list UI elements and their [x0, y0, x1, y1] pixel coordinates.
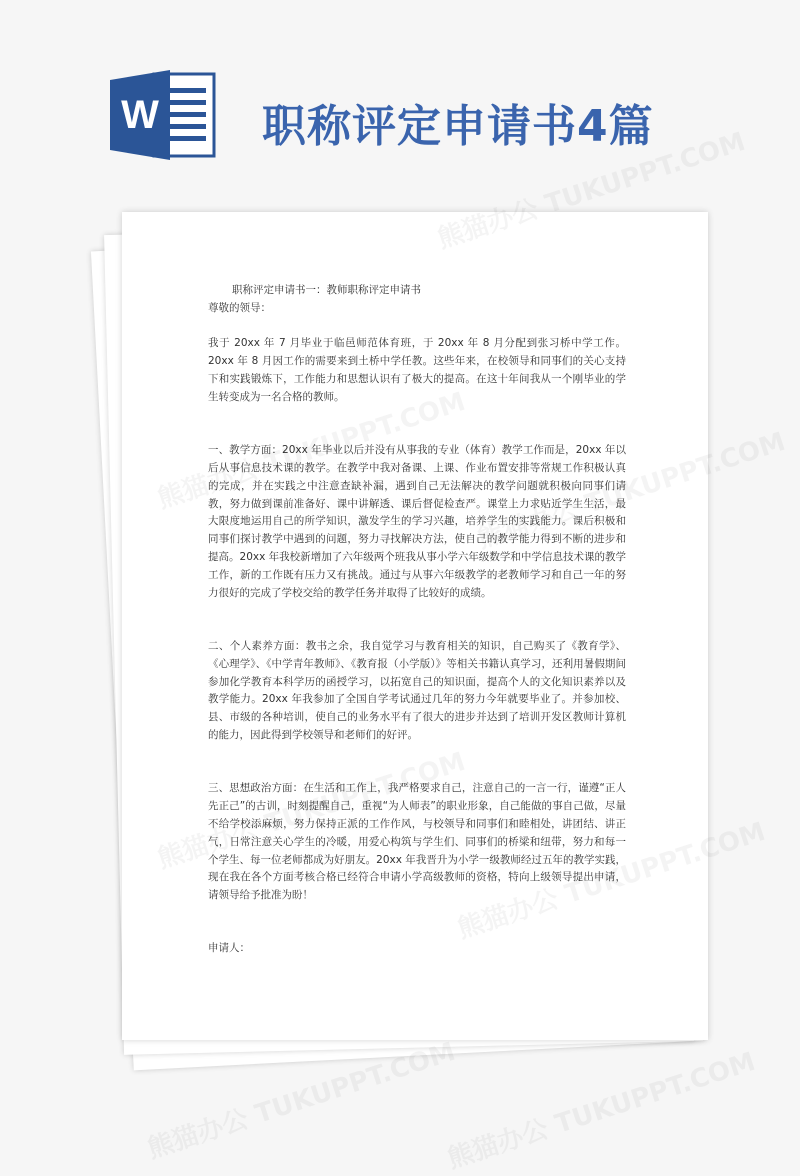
document-heading: 职称评定申请书一：教师职称评定申请书	[232, 284, 421, 296]
salutation: 尊敬的领导：	[208, 301, 271, 314]
paragraph-political: 三、思想政治方面：在生活和工作上，我严格要求自己，注意自己的一言一行，谨遵“正人先正己”的古训，时刻提醒自己，重视“为人师表”的职业形象，自己能做的事自己做，尽量不给学校添麻烦，努力保持正派的工作作风，与校领导和同事们和睦相处，讲团结、讲正气，日常注意关心学生的冷暖，用爱心构筑与学生们、同事们的桥梁和纽带，努力和每一个学生、每一位老师都成为好朋友。20xx 年我晋升为小学一级教师经过五年的教学实践，现在我在各个方面考核合格已经符合申请小学高级教师的资格，特向上级领导提出申请，请领导给予批准为盼！	[208, 782, 626, 902]
word-icon-letter: W	[121, 93, 159, 137]
paragraph-intro: 我于 20xx 年 7 月毕业于临邑师范体育班，于 20xx 年 8 月分配到张习桥中学工作。20xx 年 8 月因工作的需要来到土桥中学任教。这些年来，在校领导和同事们的关心支持下和实践锻炼下，工作能力和思想认识有了极大的提高。在这十年间我从一个刚毕业的学生转变成为一名合格的教师。	[208, 337, 626, 403]
watermark-text	[442, 1041, 759, 1176]
page-title: 职称评定申请书4篇	[262, 101, 654, 152]
signature-line: 申请人：	[208, 942, 250, 955]
word-document-icon	[110, 70, 218, 160]
paragraph-personal: 二、个人素养方面：教书之余，我自觉学习与教育相关的知识，自己购买了《教育学》、《心理学》、《中学青年教师》、《教育报（小学版）》等相关书籍认真学习，还利用暑假期间参加化学教育本科学历的函授学习，以拓宽自己的知识面，提高个人的文化知识素养以及教学能力。20xx 年我参加了全国自学考试通过几年的努力今年就要毕业了。并参加校、县、市级的各种培训，使自己的业务水平有了很大的进步并达到了培训开发区教师计算机的能力，因此得到学校领导和老师们的好评。	[208, 639, 626, 741]
document-body	[208, 282, 626, 958]
header	[0, 0, 800, 200]
paragraph-teaching: 一、教学方面：20xx 年毕业以后并没有从事我的专业（体育）教学工作而是，20xx 年以后从事信息技术课的教学。在教学中我对备课、上课、作业布置安排等常规工作积极认真的完成，并在实践之中注意查缺补漏，遇到自己无法解决的教学问题就积极向同事们请教，努力做到课前准备好、课中讲解透、课后督促检查严。课堂上力求贴近学生生活，最大限度地运用自己的所学知识，激发学生的学习兴趣，培养学生的实践能力。课后积极和同事们探讨教学中遇到的问题，努力寻找解决方法，使自己的教学能力得到不断的进步和提高。20xx 年我校新增加了六年级两个班我从事小学六年级数学和中学信息技术课的教学工作，新的工作既有压力又有挑战。通过与从事六年级教学的老教师学习和自己一年的努力很好的完成了学校交给的教学任务并取得了比较好的成绩。	[208, 444, 626, 599]
